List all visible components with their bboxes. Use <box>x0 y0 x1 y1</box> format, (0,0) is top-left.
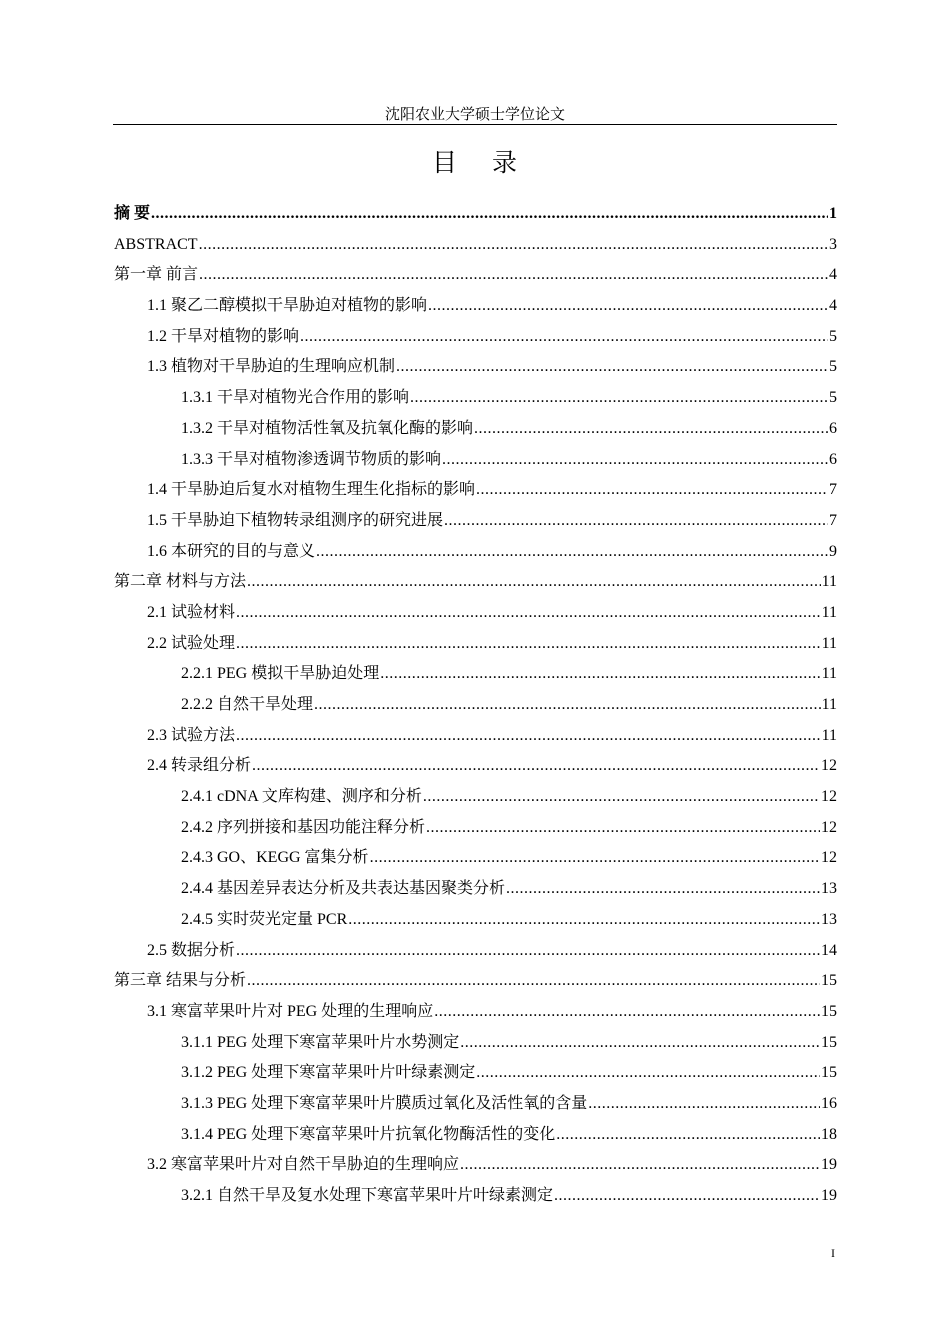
toc-entry-page: 1 <box>829 205 837 222</box>
toc-leader-dots <box>476 475 828 506</box>
toc-entry[interactable] <box>114 383 837 414</box>
toc-leader-dots <box>380 659 820 690</box>
toc-entry-page: 9 <box>829 542 837 560</box>
toc-entry-label: 3.2.1 自然干旱及复水处理下寒富苹果叶片叶绿素测定 <box>181 1187 554 1204</box>
toc-entry[interactable] <box>114 843 837 874</box>
toc-entry[interactable] <box>114 997 837 1028</box>
toc-entry-page: 14 <box>821 941 837 959</box>
page-number: I <box>831 1246 835 1260</box>
toc-entry-label: 3.2 寒富苹果叶片对自然干旱胁迫的生理响应 <box>147 1156 460 1174</box>
toc-leader-dots <box>247 966 820 997</box>
toc-entry-label: 1.1 聚乙二醇模拟干旱胁迫对植物的影响 <box>147 297 428 315</box>
toc-entry-label: 3.1.4 PEG 处理下寒富苹果叶片抗氧化物酶活性的变化 <box>181 1125 556 1143</box>
toc-entry-label: 3.1.2 PEG 处理下寒富苹果叶片叶绿素测定 <box>181 1064 476 1082</box>
toc-entry[interactable] <box>114 751 837 782</box>
toc-entry-page: 11 <box>821 726 837 744</box>
toc-entry[interactable] <box>114 322 837 353</box>
toc-leader-dots <box>556 1120 820 1151</box>
toc-leader-dots <box>396 352 828 383</box>
toc-entry-page: 3 <box>829 235 837 253</box>
toc-leader-dots <box>314 690 821 721</box>
toc-entry[interactable] <box>114 414 837 445</box>
toc-entry-page: 5 <box>829 358 837 376</box>
toc-leader-dots <box>252 751 820 782</box>
toc-entry-page: 13 <box>821 910 837 928</box>
toc-entry[interactable] <box>114 1120 837 1151</box>
toc-entry-page: 11 <box>821 634 837 652</box>
toc-leader-dots <box>428 291 828 322</box>
toc-entry-label: 摘 要 <box>114 205 151 222</box>
toc-entry-page: 15 <box>821 1064 837 1082</box>
toc-entry-label: 2.2.1 PEG 模拟干旱胁迫处理 <box>181 665 380 683</box>
toc-entry-label: 1.5 干旱胁迫下植物转录组测序的研究进展 <box>147 511 444 529</box>
toc-entry-page: 18 <box>821 1125 837 1143</box>
toc-entry-page: 6 <box>829 419 837 437</box>
toc-entry-page: 12 <box>821 818 837 836</box>
toc-entry-label: 2.4.2 序列拼接和基因功能注释分析 <box>181 818 426 836</box>
toc-entry[interactable] <box>114 260 837 291</box>
toc-entry[interactable] <box>114 291 837 322</box>
toc-entry-label: 1.3.1 干旱对植物光合作用的影响 <box>181 389 410 407</box>
toc-entry[interactable] <box>114 567 837 598</box>
toc-entry[interactable] <box>114 1089 837 1120</box>
toc-entry-label: 2.4.4 基因差异表达分析及共表达基因聚类分析 <box>181 880 506 898</box>
toc-entry-label: 1.4 干旱胁迫后复水对植物生理生化指标的影响 <box>147 481 476 499</box>
toc-entry[interactable] <box>114 1181 837 1212</box>
toc-entry-page: 11 <box>821 696 837 713</box>
toc-entry-label: 2.2.2 自然干旱处理 <box>181 696 314 713</box>
toc-leader-dots <box>151 199 828 230</box>
toc-entry[interactable] <box>114 1028 837 1059</box>
toc-entry[interactable] <box>114 1058 837 1089</box>
toc-entry-page: 7 <box>829 511 837 529</box>
toc-entry[interactable] <box>114 721 837 752</box>
toc-entry[interactable] <box>114 629 837 660</box>
toc-entry-page: 12 <box>821 788 837 806</box>
toc-entry-label: 3.1.1 PEG 处理下寒富苹果叶片水势测定 <box>181 1033 460 1051</box>
toc-entry-label: ABSTRACT <box>114 235 198 253</box>
toc-entry-label: 1.6 本研究的目的与意义 <box>147 542 316 560</box>
toc-entry-label: 1.3.2 干旱对植物活性氧及抗氧化酶的影响 <box>181 419 474 437</box>
toc-entry-page: 5 <box>829 389 837 407</box>
toc-leader-dots <box>348 905 820 936</box>
toc-leader-dots <box>423 782 820 813</box>
toc-entry-label: 第三章 结果与分析 <box>114 972 247 990</box>
toc-entry-label: 3.1 寒富苹果叶片对 PEG 处理的生理响应 <box>147 1002 434 1020</box>
toc-entry[interactable] <box>114 475 837 506</box>
toc-entry-page: 15 <box>821 1033 837 1051</box>
toc-leader-dots <box>444 506 828 537</box>
toc-entry[interactable] <box>114 445 837 476</box>
toc-entry-label: 2.5 数据分析 <box>147 941 236 959</box>
toc-entry[interactable] <box>114 506 837 537</box>
toc-entry-page: 4 <box>829 266 837 284</box>
toc-entry-page: 12 <box>821 757 837 775</box>
toc-leader-dots <box>236 598 821 629</box>
title-char-2: 录 <box>492 150 519 177</box>
toc-entry-label: 2.4.1 cDNA 文库构建、测序和分析 <box>181 788 422 806</box>
toc-leader-dots <box>236 721 821 752</box>
toc-entry-label: 2.4.3 GO、KEGG 富集分析 <box>181 849 369 867</box>
toc-entry-page: 11 <box>821 603 837 621</box>
toc-entry[interactable] <box>114 936 837 967</box>
toc-entry-label: 1.2 干旱对植物的影响 <box>147 327 300 345</box>
toc-entry-label: 2.3 试验方法 <box>147 726 236 744</box>
toc-entry-page: 5 <box>829 327 837 345</box>
header-rule <box>113 124 837 125</box>
toc-leader-dots <box>236 936 820 967</box>
toc-entry-page: 6 <box>829 450 837 468</box>
toc-leader-dots <box>199 260 828 291</box>
toc-leader-dots <box>199 230 828 261</box>
toc-leader-dots <box>370 843 820 874</box>
toc-leader-dots <box>460 1150 820 1181</box>
toc-entry-label: 1.3 植物对干旱胁迫的生理响应机制 <box>147 358 396 376</box>
toc-entry[interactable] <box>114 352 837 383</box>
toc-leader-dots <box>316 537 828 568</box>
toc-entry[interactable] <box>114 905 837 936</box>
toc-entry[interactable] <box>114 1150 837 1181</box>
toc-entry-label: 第二章 材料与方法 <box>114 573 247 591</box>
toc-entry-label: 3.1.3 PEG 处理下寒富苹果叶片膜质过氧化及活性氧的含量 <box>181 1094 588 1112</box>
toc-entry-label: 2.2 试验处理 <box>147 634 236 652</box>
toc-entry-label: 1.3.3 干旱对植物渗透调节物质的影响 <box>181 450 442 468</box>
toc-entry[interactable] <box>114 230 837 261</box>
title-char-1: 目 <box>431 150 458 177</box>
toc-leader-dots <box>588 1089 820 1120</box>
toc-leader-dots <box>474 414 828 445</box>
toc-leader-dots <box>460 1028 820 1059</box>
toc-leader-dots <box>410 383 828 414</box>
toc-entry[interactable] <box>114 598 837 629</box>
toc-entry-page: 4 <box>829 297 837 315</box>
toc-entry[interactable] <box>114 966 837 997</box>
toc-entry-page: 15 <box>821 1002 837 1020</box>
toc-leader-dots <box>300 322 828 353</box>
toc-leader-dots <box>442 445 828 476</box>
toc-entry[interactable] <box>114 690 837 721</box>
toc-entry-page: 11 <box>821 665 837 683</box>
toc-leader-dots <box>247 567 821 598</box>
toc-entry[interactable] <box>114 659 837 690</box>
toc-entry-page: 11 <box>821 573 837 591</box>
toc-entry-label: 第一章 前言 <box>114 266 199 284</box>
toc-leader-dots <box>236 629 821 660</box>
toc-leader-dots <box>476 1058 820 1089</box>
toc-leader-dots <box>554 1181 820 1212</box>
table-of-contents <box>114 199 837 1212</box>
toc-entry-page: 12 <box>821 849 837 867</box>
toc-leader-dots <box>426 813 820 844</box>
toc-entry[interactable] <box>114 199 837 230</box>
page-title <box>0 146 950 182</box>
toc-leader-dots <box>434 997 820 1028</box>
toc-entry-page: 19 <box>821 1156 837 1174</box>
toc-entry-label: 2.1 试验材料 <box>147 603 236 621</box>
toc-entry-page: 15 <box>821 972 837 990</box>
toc-leader-dots <box>506 874 820 905</box>
toc-entry-page: 7 <box>829 481 837 499</box>
toc-entry-page: 19 <box>821 1187 837 1204</box>
toc-entry-page: 16 <box>821 1094 837 1112</box>
toc-entry[interactable] <box>114 782 837 813</box>
toc-entry[interactable] <box>114 813 837 844</box>
running-header: 沈阳农业大学硕士学位论文 <box>384 107 565 123</box>
toc-entry[interactable] <box>114 874 837 905</box>
toc-entry-label: 2.4.5 实时荧光定量 PCR <box>181 910 348 928</box>
toc-entry-label: 2.4 转录组分析 <box>147 757 252 775</box>
toc-entry[interactable] <box>114 537 837 568</box>
toc-entry-page: 13 <box>821 880 837 898</box>
